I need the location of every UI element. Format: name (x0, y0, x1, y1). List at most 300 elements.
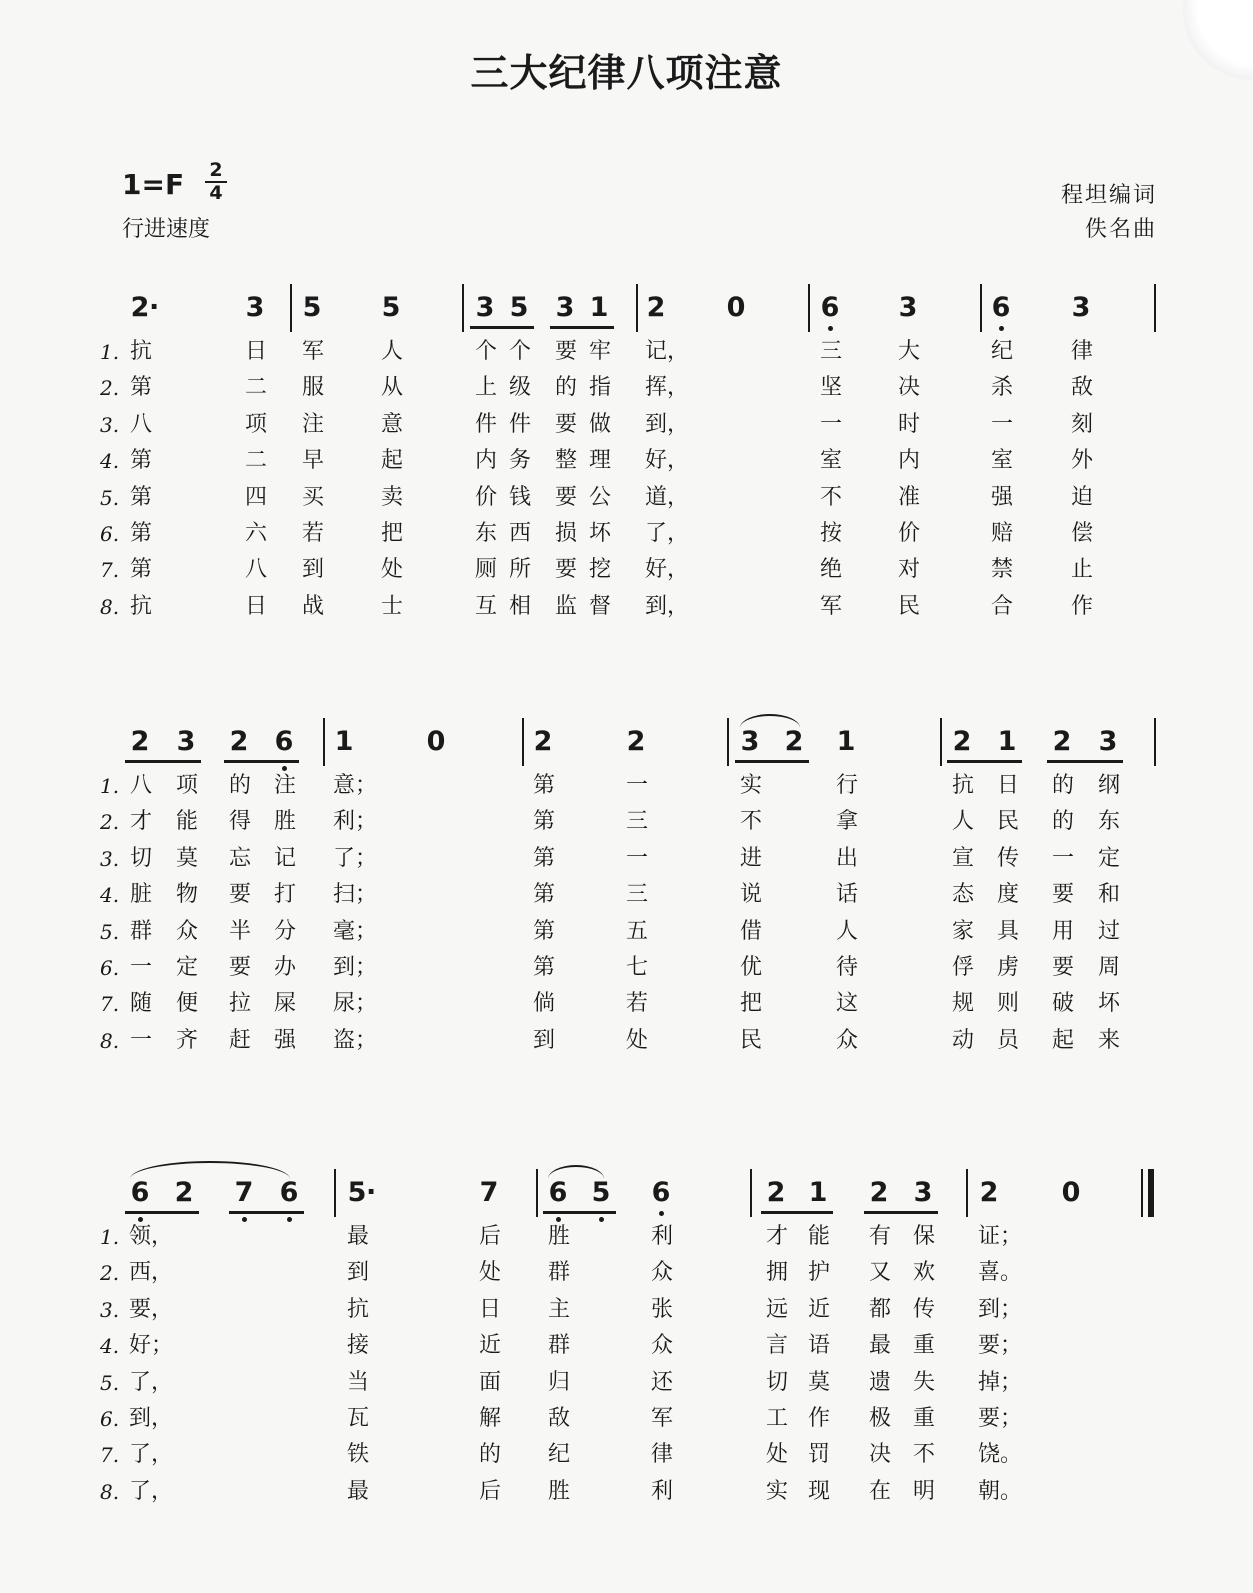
lyric-char: 到 (301, 557, 324, 583)
lyric-char: 纪 (990, 339, 1013, 364)
lyric-char: 出 (835, 845, 858, 871)
jianpu-note: 1 (836, 726, 856, 757)
lyric-char: 保 (912, 1224, 935, 1249)
lyric-char: 一 (990, 411, 1013, 437)
lyric-char: 三 (819, 339, 842, 364)
lyric-char: 到， (129, 1406, 174, 1431)
lyric-char: 切 (765, 1369, 788, 1395)
lyric-char: 利； (333, 809, 378, 835)
lyric-char: 人 (835, 918, 858, 944)
lyric-char: 待 (835, 955, 858, 980)
lyric-char: 扫； (333, 882, 378, 908)
lyric-verse-7 (0, 986, 1253, 1022)
lyric-verse-5 (0, 1365, 1253, 1401)
lyric-char: 务 (508, 448, 531, 474)
lyric-char: 公 (588, 484, 611, 510)
lyric-char: 三 (625, 882, 648, 908)
lyric-char: 绝 (819, 557, 842, 583)
jianpu-note: 2 (979, 1177, 999, 1208)
lyric-char: 随 (129, 991, 152, 1017)
lyric-char: 第 (532, 955, 555, 980)
lyric-char: 敌 (547, 1406, 570, 1431)
lyric-char: 才 (765, 1224, 788, 1249)
lyric-char: 莫 (175, 845, 198, 871)
lyric-char: 利 (650, 1478, 673, 1504)
lyric-char: 强 (273, 1027, 296, 1053)
lyric-char: 近 (807, 1296, 830, 1322)
underline-beam (543, 1211, 616, 1214)
lyric-char: 把 (739, 991, 762, 1017)
lyric-char: 第 (532, 918, 555, 944)
lyric-char: 护 (807, 1260, 830, 1286)
verse-number: 3. (100, 846, 120, 871)
lyric-char: 明 (912, 1478, 935, 1504)
lyric-char: 五 (625, 918, 648, 944)
lyric-char: 的 (228, 773, 251, 798)
verse-number: 4. (100, 883, 120, 908)
jianpu-note: 2 (533, 726, 553, 757)
jianpu-note: 6 (986, 293, 1016, 323)
lyric-verse-1 (0, 334, 1253, 370)
lyric-char: 打 (273, 882, 296, 908)
lyric-char: 脏 (129, 882, 152, 908)
lyric-char: 做 (588, 411, 611, 437)
lyric-verse-6 (0, 950, 1253, 986)
lyric-char: 借 (739, 918, 762, 944)
low-octave-dot (828, 326, 833, 331)
jianpu-note: 5 (381, 292, 401, 323)
lyric-char: 要 (1051, 955, 1074, 980)
lyric-char: 外 (1070, 448, 1093, 474)
jianpu-note: 2 (130, 292, 150, 323)
lyric-char: 民 (996, 809, 1019, 835)
lyric-char: 工 (765, 1406, 788, 1431)
lyric-char: 军 (301, 339, 324, 364)
lyric-char: 失 (912, 1369, 935, 1395)
lyric-char: 过 (1097, 918, 1120, 944)
lyric-char: 莫 (807, 1369, 830, 1395)
jianpu-note: 0 (1061, 1177, 1081, 1208)
lyric-char: 拥 (765, 1260, 788, 1286)
lyric-char: 动 (951, 1027, 974, 1053)
lyric-char: 最 (346, 1224, 369, 1249)
lyric-char: 好， (645, 557, 690, 583)
lyric-verse-3 (0, 841, 1253, 877)
jianpu-note: 2 (1052, 726, 1072, 757)
tempo-marking: 行进速度 (122, 217, 211, 242)
lyric-char: 近 (478, 1333, 501, 1359)
verse-number: 1. (100, 774, 120, 798)
lyric-char: 主 (547, 1296, 570, 1322)
lyric-verse-8 (0, 589, 1253, 625)
jianpu-note: 3 (913, 1177, 933, 1208)
bar-line (1154, 284, 1156, 332)
lyric-char: 赶 (228, 1027, 251, 1053)
lyric-char: 处 (380, 557, 403, 583)
lyric-char: 二 (244, 375, 267, 401)
lyric-char: 话 (835, 882, 858, 908)
lyric-char: 进 (739, 845, 762, 871)
lyric-char: 一 (1051, 845, 1074, 871)
jianpu-note: 2 (626, 726, 646, 757)
underline-beam (864, 1211, 938, 1214)
lyric-char: 喜。 (978, 1260, 1023, 1286)
lyric-char: 意 (380, 411, 403, 437)
key-signature: 1=F (122, 168, 185, 201)
lyric-char: 最 (346, 1478, 369, 1504)
lyric-char: 处 (625, 1027, 648, 1053)
lyric-char: 面 (478, 1369, 501, 1395)
lyric-char: 的 (478, 1442, 501, 1468)
lyric-char: 度 (996, 882, 1019, 908)
verse-number: 6. (100, 1407, 120, 1431)
time-signature-bottom: 4 (209, 182, 223, 204)
lyric-char: 胜 (547, 1224, 570, 1249)
lyric-char: 了； (333, 845, 378, 871)
verse-number: 1. (100, 340, 120, 364)
lyric-char: 军 (819, 593, 842, 619)
lyric-char: 要 (554, 484, 577, 510)
lyric-char: 证； (978, 1224, 1023, 1249)
lyric-char: 实 (739, 773, 762, 798)
lyric-char: 八 (129, 773, 152, 798)
jianpu-note: 3 (176, 726, 196, 757)
jianpu-note: 3 (1071, 292, 1091, 323)
lyric-char: 级 (508, 375, 531, 401)
lyric-char: 到； (978, 1296, 1023, 1322)
jianpu-note: 5 (586, 1178, 616, 1208)
bar-line (750, 1169, 752, 1217)
verse-number: 5. (100, 919, 120, 944)
lyric-char: 第 (129, 375, 152, 401)
lyric-verse-3 (0, 407, 1253, 443)
lyric-verse-2 (0, 370, 1253, 406)
lyric-char: 迫 (1070, 484, 1093, 510)
lyric-char: 要； (978, 1333, 1023, 1359)
lyric-char: 盗； (333, 1027, 378, 1053)
lyric-char: 按 (819, 521, 842, 546)
bar-line (522, 718, 524, 766)
jianpu-note: 1 (997, 726, 1017, 757)
lyric-char: 重 (912, 1333, 935, 1359)
underline-beam (224, 760, 299, 763)
lyric-char: 东 (1097, 809, 1120, 835)
lyric-char: 坏 (1097, 991, 1120, 1017)
lyric-char: 群 (547, 1333, 570, 1359)
lyric-char: 到 (346, 1260, 369, 1286)
lyric-char: 处 (765, 1442, 788, 1468)
lyric-char: 瓦 (346, 1406, 369, 1431)
lyric-char: 第 (532, 845, 555, 871)
jianpu-note: 0 (426, 726, 446, 757)
bar-line (727, 718, 729, 766)
lyric-verse-8 (0, 1023, 1253, 1059)
lyric-char: 又 (868, 1260, 891, 1286)
lyric-char: 俘 (951, 955, 974, 980)
lyric-char: 买 (301, 484, 324, 510)
bar-line (940, 718, 942, 766)
lyric-char: 员 (996, 1027, 1019, 1053)
lyric-char: 二 (244, 448, 267, 474)
jianpu-note: 6 (815, 293, 845, 323)
lyric-verse-6 (0, 1401, 1253, 1437)
jianpu-note: 3 (555, 292, 575, 323)
lyric-char: 态 (951, 882, 974, 908)
lyric-char: 挥， (645, 375, 690, 401)
lyric-char: 牢 (588, 339, 611, 364)
lyric-verse-8 (0, 1474, 1253, 1510)
lyric-char: 第 (129, 557, 152, 583)
lyric-char: 接 (346, 1333, 369, 1359)
lyric-char: 具 (996, 918, 1019, 944)
lyric-char: 屎 (273, 991, 296, 1017)
lyric-char: 有 (868, 1224, 891, 1249)
lyric-char: 第 (129, 448, 152, 474)
lyric-char: 了， (129, 1442, 174, 1468)
lyric-char: 张 (650, 1296, 673, 1322)
lyric-char: 还 (650, 1369, 673, 1395)
lyric-char: 项 (244, 411, 267, 437)
lyric-char: 服 (301, 375, 324, 401)
lyric-char: 了， (129, 1369, 174, 1395)
lyric-char: 处 (478, 1260, 501, 1286)
verse-number: 4. (100, 449, 120, 474)
lyric-char: 到； (333, 955, 378, 980)
lyric-char: 七 (625, 955, 648, 980)
lyric-char: 欢 (912, 1260, 935, 1286)
lyric-char: 胜 (273, 809, 296, 835)
lyric-char: 最 (868, 1333, 891, 1359)
jianpu-note: 0 (726, 292, 746, 323)
lyric-char: 互 (474, 593, 497, 619)
lyric-char: 价 (897, 521, 920, 546)
underline-beam (470, 326, 534, 329)
lyric-char: 归 (547, 1369, 570, 1395)
lyric-char: 半 (228, 918, 251, 944)
underline-beam (229, 1211, 304, 1214)
jianpu-note: 1 (334, 726, 354, 757)
jianpu-note: 6 (125, 1178, 155, 1208)
lyric-char: 注 (301, 411, 324, 437)
lyric-char: 行 (835, 773, 858, 798)
underline-beam (761, 1211, 833, 1214)
lyric-char: 的 (554, 375, 577, 401)
jianpu-note: 2 (229, 726, 249, 757)
lyric-char: 说 (739, 882, 762, 908)
lyric-char: 不 (819, 484, 842, 510)
lyric-verse-5 (0, 914, 1253, 950)
bar-line (980, 284, 982, 332)
lyric-char: 利 (650, 1224, 673, 1249)
lyric-char: 抗 (951, 773, 974, 798)
lyric-char: 众 (835, 1027, 858, 1053)
lyric-char: 意； (333, 773, 378, 798)
bar-line (462, 284, 464, 332)
lyric-char: 钱 (508, 484, 531, 510)
lyric-char: 若 (301, 521, 324, 546)
lyric-char: 士 (380, 593, 403, 619)
lyric-char: 掉； (978, 1369, 1023, 1395)
lyric-char: 西 (508, 521, 531, 546)
lyric-char: 当 (346, 1369, 369, 1395)
lyric-char: 到， (645, 411, 690, 437)
lyric-char: 禁 (990, 557, 1013, 583)
score-system-2 (0, 724, 1253, 1064)
slur (130, 1161, 290, 1179)
lyric-char: 敌 (1070, 375, 1093, 401)
lyric-verse-2 (0, 1255, 1253, 1291)
lyric-verse-1 (0, 1219, 1253, 1255)
lyric-char: 群 (547, 1260, 570, 1286)
song-title: 三大纪律八项注意 (470, 50, 783, 95)
lyric-char: 办 (273, 955, 296, 980)
lyric-char: 室 (990, 448, 1013, 474)
lyric-verse-7 (0, 1437, 1253, 1473)
lyric-char: 记 (273, 845, 296, 871)
lyric-char: 规 (951, 991, 974, 1017)
lyric-char: 要 (554, 411, 577, 437)
lyric-char: 把 (380, 521, 403, 546)
lyric-char: 优 (739, 955, 762, 980)
lyric-char: 日 (244, 593, 267, 619)
lyric-char: 重 (912, 1406, 935, 1431)
lyricist-credit: 程坦编词 (1060, 183, 1157, 208)
verse-number: 8. (100, 1479, 120, 1504)
lyric-char: 传 (912, 1296, 935, 1322)
final-bar-thick (1148, 1169, 1154, 1217)
lyric-char: 偿 (1070, 521, 1093, 546)
lyric-char: 件 (474, 411, 497, 437)
jianpu-note: 5 (302, 292, 322, 323)
bar-line (808, 284, 810, 332)
lyric-char: 要 (228, 882, 251, 908)
lyric-char: 一 (129, 955, 152, 980)
lyric-char: 决 (868, 1442, 891, 1468)
composer-credit: 佚名曲 (1084, 217, 1157, 242)
lyric-char: 分 (273, 918, 296, 944)
lyric-char: 物 (175, 882, 198, 908)
lyric-char: 律 (650, 1442, 673, 1468)
lyric-char: 道， (645, 484, 690, 510)
lyric-char: 切 (129, 845, 152, 871)
lyric-char: 便 (175, 991, 198, 1017)
lyric-char: 罚 (807, 1442, 830, 1468)
lyric-char: 众 (650, 1260, 673, 1286)
lyric-char: 能 (807, 1224, 830, 1249)
verse-number: 1. (100, 1225, 120, 1249)
lyric-char: 解 (478, 1406, 501, 1431)
verse-number: 4. (100, 1334, 120, 1359)
lyric-char: 纲 (1097, 773, 1120, 798)
lyric-char: 抗 (129, 339, 152, 364)
lyric-char: 赔 (990, 521, 1013, 546)
lyric-char: 现 (807, 1478, 830, 1504)
lyric-char: 个 (474, 339, 497, 364)
lyric-char: 项 (175, 773, 198, 798)
verse-number: 7. (100, 1443, 120, 1468)
lyric-char: 破 (1051, 991, 1074, 1017)
lyric-char: 日 (996, 773, 1019, 798)
jianpu-note: 5 (347, 1177, 367, 1208)
lyric-char: 日 (244, 339, 267, 364)
lyric-char: 强 (990, 484, 1013, 510)
low-octave-dot (659, 1211, 664, 1216)
lyric-char: 齐 (175, 1027, 198, 1053)
lyric-char: 得 (228, 809, 251, 835)
lyric-char: 记， (645, 339, 690, 364)
lyric-char: 人 (380, 339, 403, 364)
lyric-char: 抗 (346, 1296, 369, 1322)
lyric-char: 后 (478, 1224, 501, 1249)
lyric-char: 督 (588, 593, 611, 619)
lyric-char: 饶。 (978, 1442, 1023, 1468)
lyric-char: 日 (478, 1296, 501, 1322)
lyric-char: 第 (532, 809, 555, 835)
verse-number: 2. (100, 1261, 120, 1286)
time-signature-top: 2 (209, 159, 223, 181)
lyric-char: 的 (1051, 773, 1074, 798)
lyric-char: 军 (650, 1406, 673, 1431)
lyric-char: 八 (244, 557, 267, 583)
verse-number: 2. (100, 810, 120, 835)
lyric-char: 远 (765, 1296, 788, 1322)
lyric-char: 一 (819, 411, 842, 437)
verse-number: 3. (100, 1297, 120, 1322)
lyric-char: 理 (588, 448, 611, 474)
lyric-char: 要 (228, 955, 251, 980)
underline-beam (125, 1211, 199, 1214)
lyric-char: 了， (645, 521, 690, 546)
lyric-char: 所 (508, 557, 531, 583)
lyric-char: 则 (996, 991, 1019, 1017)
lyric-char: 要 (554, 557, 577, 583)
jianpu-note: 3 (740, 726, 760, 757)
lyric-char: 和 (1097, 882, 1120, 908)
lyric-char: 的 (1051, 809, 1074, 835)
lyric-char: 周 (1097, 955, 1120, 980)
jianpu-note: 2 (784, 726, 804, 757)
lyric-char: 朝。 (978, 1478, 1023, 1504)
lyric-char: 倘 (532, 991, 555, 1017)
lyric-char: 东 (474, 521, 497, 546)
jianpu-note: 7 (229, 1178, 259, 1208)
jianpu-note: 6 (269, 727, 299, 757)
lyric-char: 整 (554, 448, 577, 474)
verse-number: 6. (100, 522, 120, 546)
lyric-char: 宣 (951, 845, 974, 871)
lyric-char: 虏 (996, 955, 1019, 980)
lyric-char: 要 (554, 339, 577, 364)
lyric-char: 若 (625, 991, 648, 1017)
slur (740, 714, 800, 728)
lyric-char: 从 (380, 375, 403, 401)
lyric-char: 三 (625, 809, 648, 835)
lyric-char: 遗 (868, 1369, 891, 1395)
lyric-char: 价 (474, 484, 497, 510)
lyric-char: 准 (897, 484, 920, 510)
lyric-verse-2 (0, 804, 1253, 840)
time-signature (205, 159, 227, 204)
jianpu-note: 2 (646, 292, 666, 323)
lyric-char: 家 (951, 918, 974, 944)
bar-line (1154, 718, 1156, 766)
lyric-char: 第 (532, 773, 555, 798)
lyric-char: 极 (868, 1406, 891, 1431)
final-bar-thin (1141, 1169, 1143, 1217)
lyric-char: 了， (129, 1478, 174, 1504)
lyric-char: 杀 (990, 375, 1013, 401)
lyric-char: 注 (273, 773, 296, 798)
